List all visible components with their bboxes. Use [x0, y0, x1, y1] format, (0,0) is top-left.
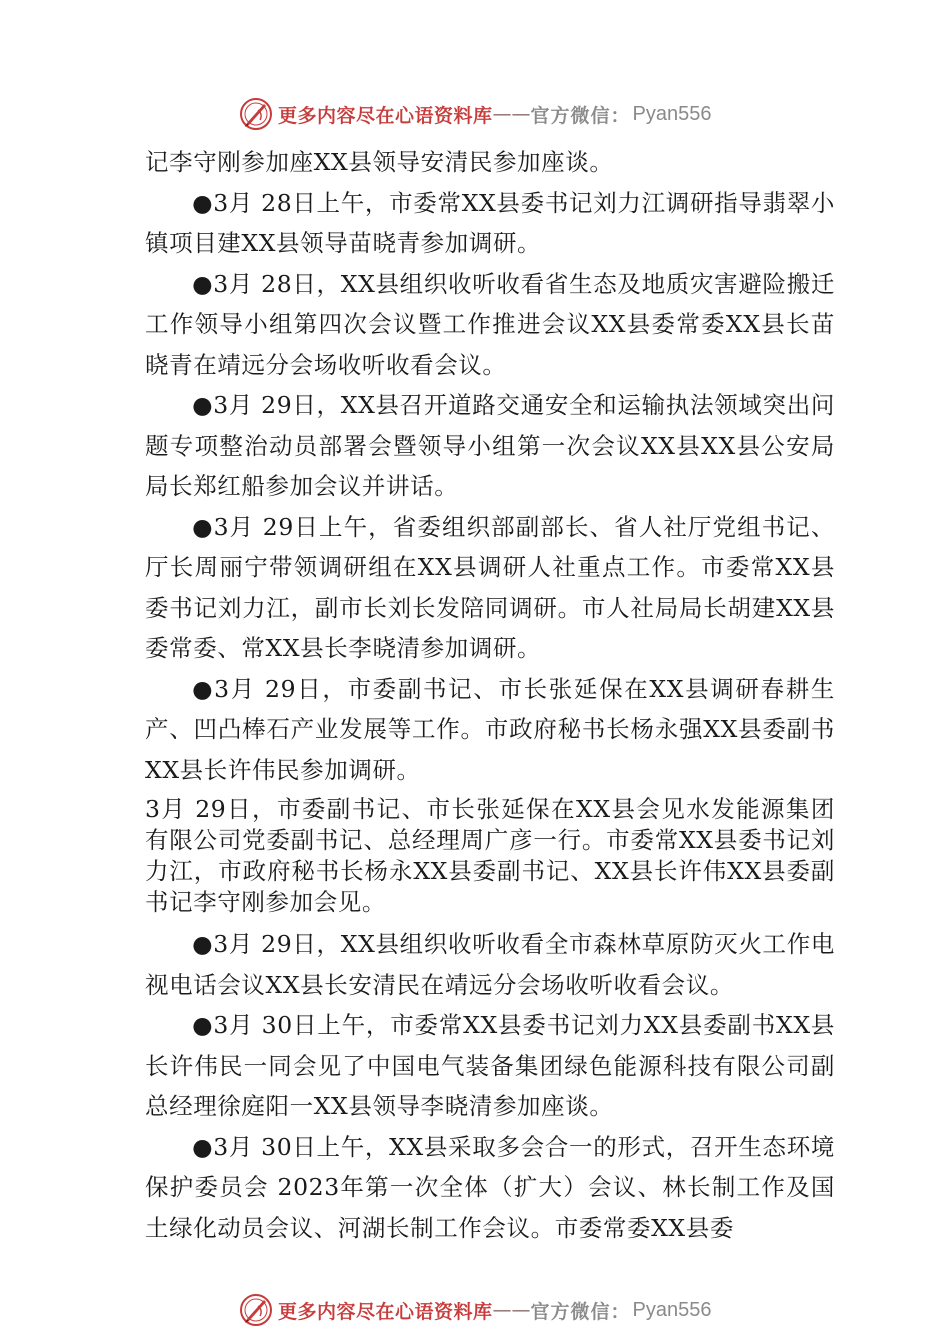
header-watermark — [238, 96, 712, 132]
paragraph-bullet: ●3月 28日上午，市委常XX县委书记刘力江调研指导翡翠小镇项目建XX县领导苗晓青参加调研。 — [145, 188, 835, 257]
watermark-official-label: 官方微信： — [530, 1300, 631, 1323]
paragraph-plain: 3月 29日，市委副书记、市长张延保在XX县会见水发能源集团有限公司党委副书记、总经理周广彦一行。市委常XX县委书记刘力江，市政府秘书长杨永XX县委副书记、XX县长许伟XX县委副书记李守刚参加会见。 — [145, 795, 835, 916]
watermark-dash: —— — [492, 1299, 531, 1321]
paragraph-bullet: ●3月 29日，XX县召开道路交通安全和运输执法领域突出问题专项整治动员部署会暨领导小组第一次会议XX县XX县公安局局长郑红船参加会议并讲话。 — [145, 391, 835, 500]
watermark-wechat-id: Pyan556 — [632, 102, 712, 125]
paragraph-bullet: ●3月 29日，XX县组织收听收看全市森林草原防灭火工作电视电话会议XX县长安清民在靖远分会场收听收看会议。 — [145, 930, 835, 999]
watermark-official-label: 官方微信： — [530, 104, 631, 127]
paragraph-continuation: 记李守刚参加座XX县领导安清民参加座谈。 — [145, 148, 614, 176]
footer-watermark — [238, 1292, 712, 1328]
document-body — [145, 142, 835, 1248]
watermark-dash: —— — [492, 103, 531, 125]
watermark-site-text: 更多内容尽在心语资料库 — [278, 104, 493, 127]
paragraph-bullet: ●3月 29日上午，省委组织部副部长、省人社厅党组书记、厅长周丽宁带领调研组在XX县调研人社重点工作。市委常XX县委书记刘力江，副市长刘长发陪同调研。市人社局局长胡建XX县委常委、常XX县长李晓清参加调研。 — [145, 512, 835, 662]
paragraph-bullet: ●3月 30日上午，市委常XX县委书记刘力XX县委副书XX县长许伟民一同会见了中国电气装备集团绿色能源科技有限公司副总经理徐庭阳一XX县领导李晓清参加座谈。 — [145, 1011, 835, 1120]
paragraph-bullet: ●3月 28日，XX县组织收听收看省生态及地质灾害避险搬迁工作领导小组第四次会议暨工作推进会议XX县委常委XX县长苗晓青在靖远分会场收听收看会议。 — [145, 269, 835, 379]
watermark-wechat-id: Pyan556 — [632, 1298, 712, 1321]
paragraph-bullet: ●3月 30日上午，XX县采取多会合一的形式，召开生态环境保护委员会 2023年第一次全体（扩大）会议、林长制工作及国土绿化动员会议、河湖长制工作会议。市委常委XX县委 — [145, 1132, 835, 1242]
watermark-site-text: 更多内容尽在心语资料库 — [278, 1300, 493, 1323]
paragraph-bullet: ●3月 29日，市委副书记、市长张延保在XX县调研春耕生产、凹凸棒石产业发展等工作。市政府秘书长杨永强XX县委副书XX县长许伟民参加调研。 — [145, 674, 835, 784]
quill-pen-seal-icon — [238, 1292, 274, 1328]
quill-pen-seal-icon — [238, 96, 274, 132]
